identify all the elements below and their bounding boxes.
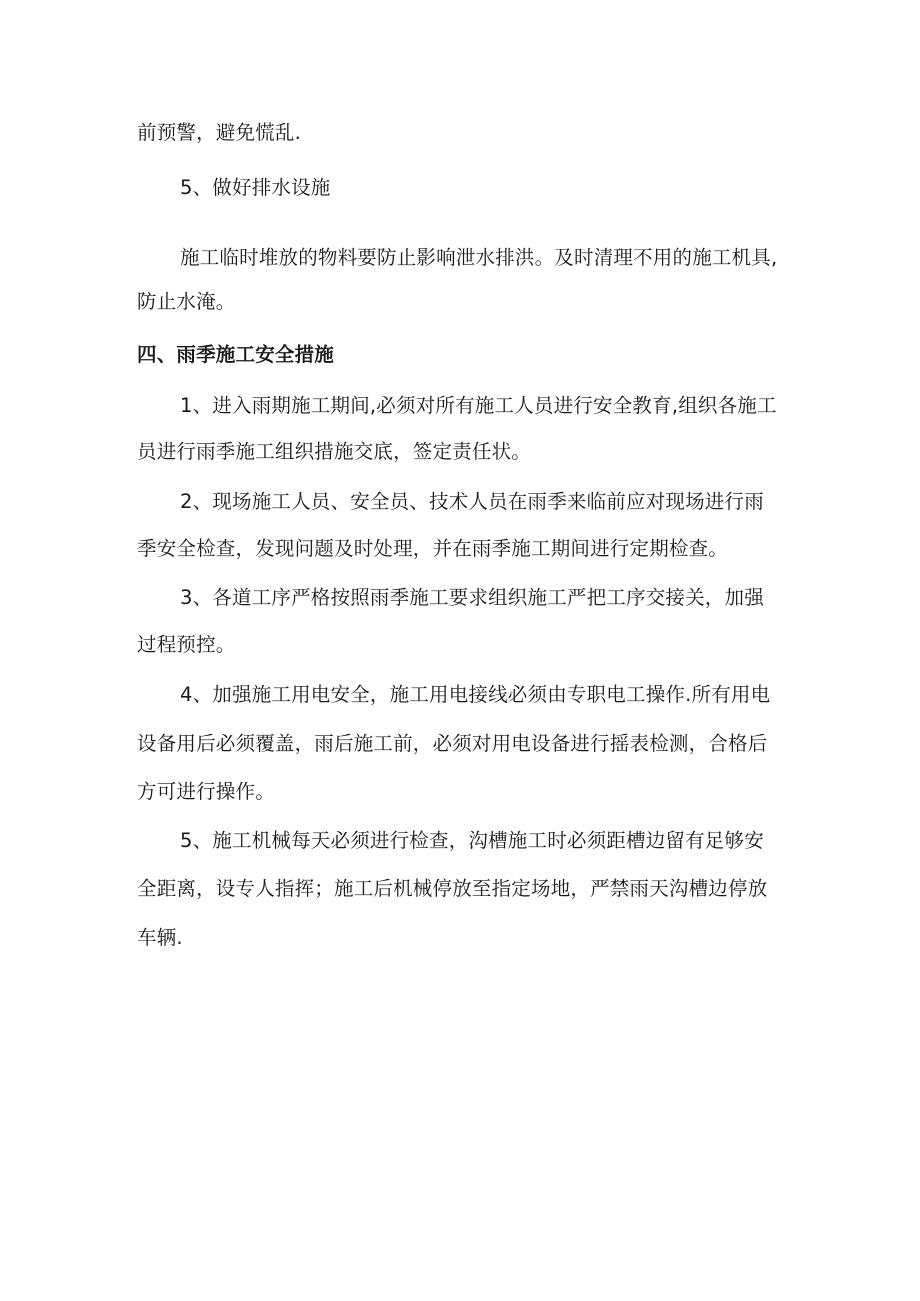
text-line: 4、加强施工用电安全，施工用电接线必须由专职电工操作.所有用电	[180, 683, 771, 706]
text-line: 2、现场施工人员、安全员、技术人员在雨季来临前应对现场进行雨	[180, 490, 764, 513]
text-line: 员进行雨季施工组织措施交底，签定责任状。	[137, 440, 532, 463]
text-line: 全距离，设专人指挥；施工后机械停放至指定场地，严禁雨天沟槽边停放	[137, 877, 768, 900]
text-line: 车辆.	[137, 926, 183, 949]
subheading-drainage: 5、做好排水设施	[180, 176, 331, 199]
text-line: 季安全检查，发现问题及时处理，并在雨季施工期间进行定期检查。	[137, 537, 729, 560]
text-line: 过程预控。	[137, 633, 236, 656]
text-line: 施工临时堆放的物料要防止影响泄水排洪。及时清理不用的施工机具,	[180, 246, 778, 269]
text-line: 前预警，避免慌乱.	[137, 121, 301, 144]
text-line: 方可进行操作。	[137, 780, 275, 803]
text-line: 3、各道工序严格按照雨季施工要求组织施工严把工序交接关，加强	[180, 586, 764, 609]
text-line: 1、进入雨期施工期间,必须对所有施工人员进行安全教育,组织各施工	[180, 394, 777, 417]
section-heading: 四、雨季施工安全措施	[137, 343, 335, 366]
text-line: 5、施工机械每天必须进行检查，沟槽施工时必须距槽边留有足够安	[180, 829, 764, 852]
text-line: 设备用后必须覆盖，雨后施工前，必须对用电设备进行摇表检测，合格后	[137, 732, 768, 755]
text-line: 防止水淹。	[137, 290, 236, 313]
